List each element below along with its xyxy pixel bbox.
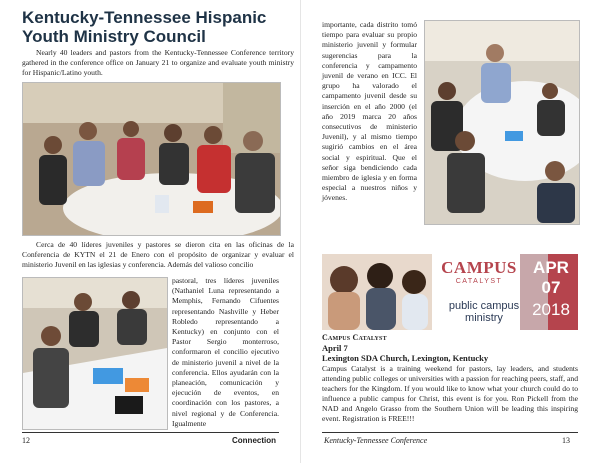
page-number-left: 12 (22, 436, 30, 445)
footer-rule-right (322, 432, 578, 433)
event-name: Campus Catalyst (322, 333, 387, 342)
footer-conference-label: Kentucky-Tennessee Conference (324, 436, 428, 445)
intro-english: Nearly 40 leaders and pastors from the Kentucky-Tennessee Conference territory gathered in the conference office on January 21 to organize and evaluate youth ministry for Hispanic/Latino youth. (22, 48, 294, 77)
spanish-column-right: importante, cada distrito tomó tiempo para evaluar su propio ministerio juvenil y formular sugerencias para la conferencia y campamento juvenil de verano en ICC. El grupo ha valorado el campamento juvenil desde su inserción en el año 2000 (el año 2019 marca 20 años consecutivos de ministerio Juvenil), y al mismo tiempo sugirió cambios en el área social y espiritual. Que el señor siga bendiciendo cada miembro de iglesia y en forma especial a nuestros niños y jóvenes. (322, 20, 417, 203)
event-date: April 7 (322, 343, 348, 353)
meeting-photo-pastor (424, 20, 580, 225)
meeting-photo-table (22, 277, 168, 430)
event-description: Campus Catalyst is a training weekend for pastors, lay leaders, and students attending public colleges or universities with a passion for reaching peers, staff, and teachers for the Kingdom. If you would like to know what your church could do to influence a public campus for Christ, this event is for you. Ron Pickell from the NAD and Angelo Grasso from the Southern Union will be leading this inspiring event. Registration is FREE!!! (322, 364, 578, 423)
intro-spanish: Cerca de 40 líderes juveniles y pastores se dieron cita en las oficinas de la Conferencia de KYTN el 21 de Enero con el propósito de organizar y evaluar el ministerio Juvenil en las iglesias y conferencia. Además del valioso concilio (22, 240, 294, 269)
meeting-photo-group (22, 82, 281, 236)
banner-month: APR (533, 258, 569, 277)
campus-catalyst-banner (322, 254, 578, 330)
footer-connection-label: Connection (232, 436, 276, 445)
brand-campus: CAMPUS (441, 258, 517, 277)
footer-rule-left (22, 432, 279, 433)
page-number-right: 13 (562, 436, 570, 445)
brand-catalyst: CATALYST (455, 278, 503, 285)
article-title: Kentucky-Tennessee Hispanic Youth Ministry Council (22, 8, 267, 46)
event-location: Lexington SDA Church, Lexington, Kentucky (322, 353, 489, 363)
spanish-column-left: pastoral, tres líderes juveniles (Nathaniel Luna representando a Memphis, Fernando Cifuentes representando Nashville y Heber Robledo representando a Kentucky) en conjunto con el Pastor Sergio monterroso, conformaron el concilio ejecutivo de ministerio juvenil a nivel de la conferencia. Ellos ayudarán con la planeación, comunicación y ejecución de eventos, en coordinación con los pastores, a nivel regional y de Conferencia. Igualmente (172, 276, 279, 428)
tagline-public-campus: public campus (448, 300, 520, 312)
tagline-ministry: ministry (465, 312, 503, 324)
banner-day: 07 (541, 278, 561, 297)
banner-year: 2018 (532, 300, 570, 319)
event-block (322, 333, 578, 424)
